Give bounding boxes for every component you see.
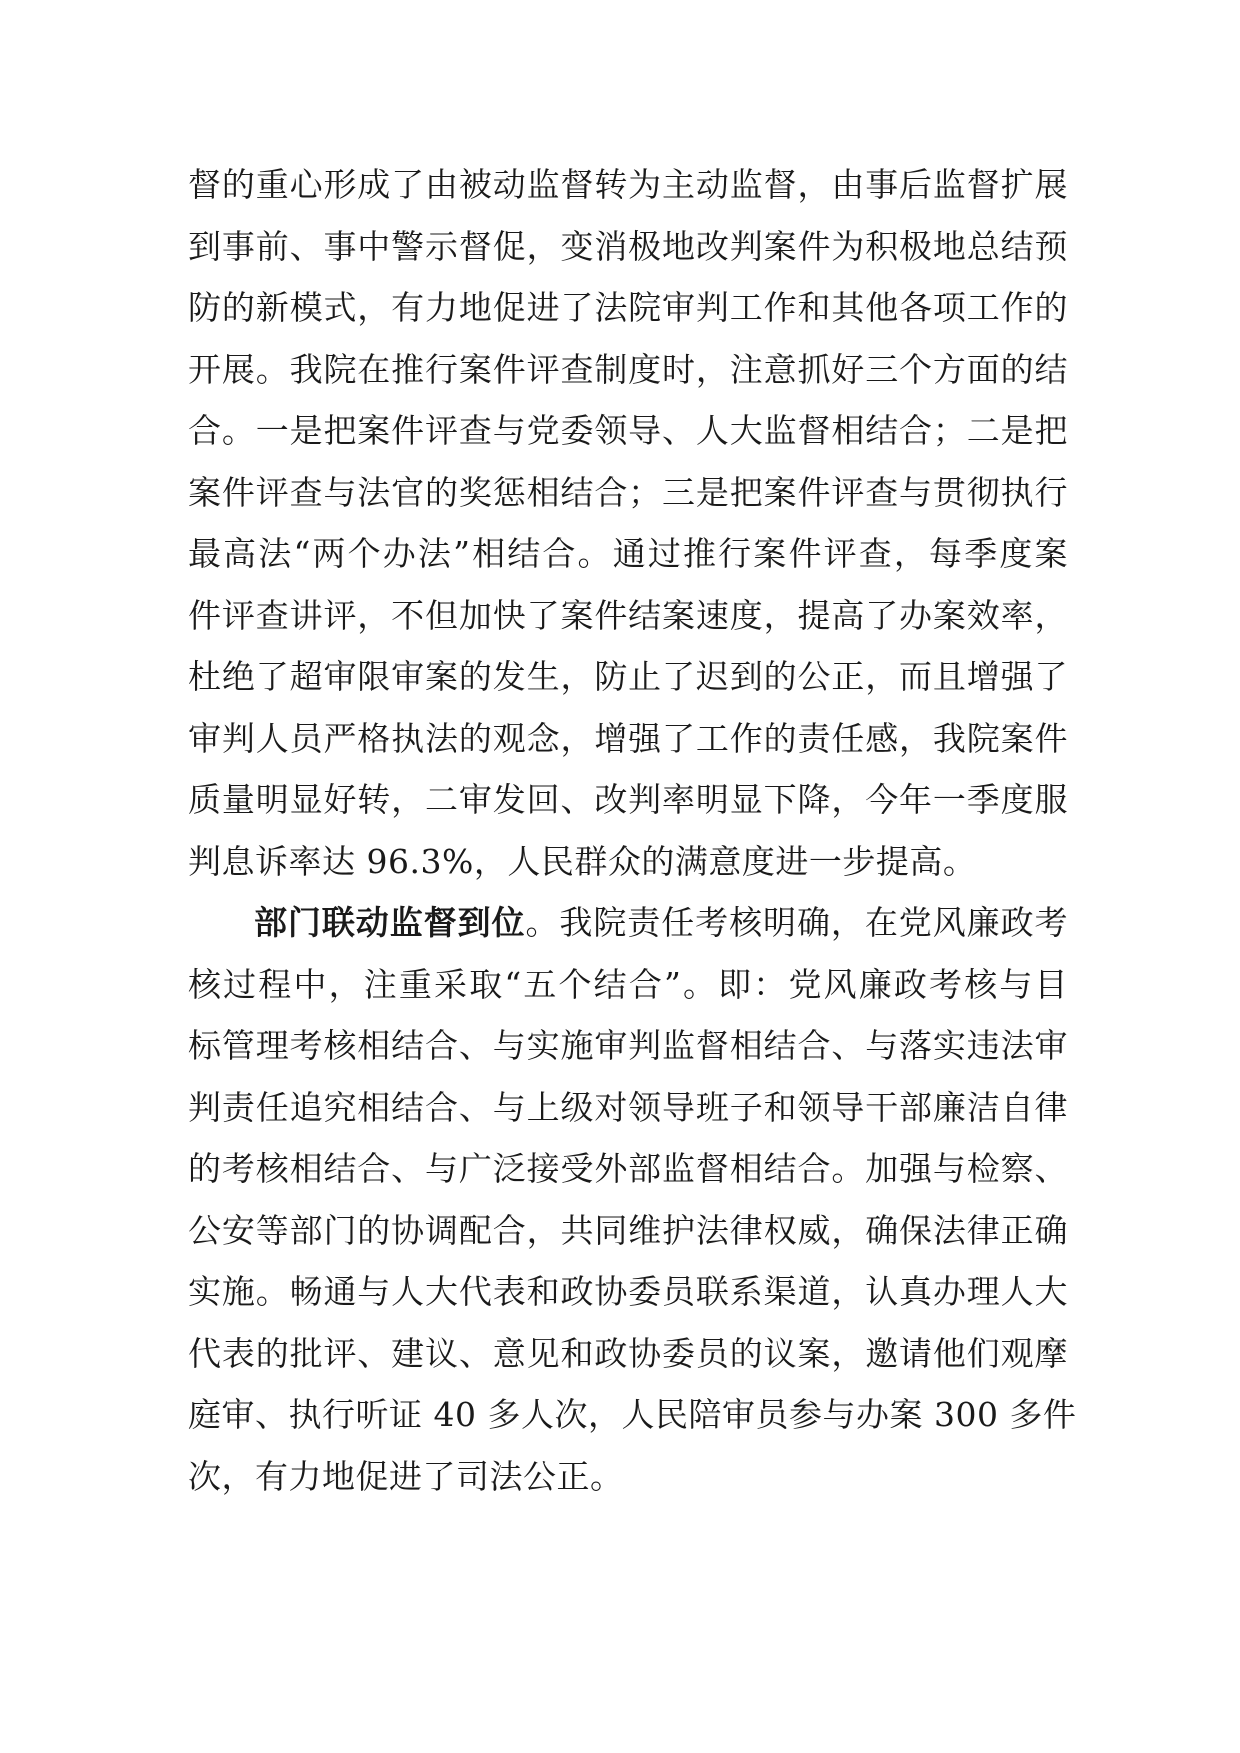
text-line: 实施。畅通与人大代表和政协委员联系渠道，认真办理人大 (188, 1272, 1068, 1311)
text-line: 的考核相结合、与广泛接受外部监督相结合。加强与检察、 (188, 1149, 1068, 1188)
text-line: 庭审、执行听证 40 多人次，人民陪审员参与办案 300 多件 (188, 1395, 1077, 1434)
paragraph-1 (188, 154, 1068, 892)
text-line: 最高法“两个办法”相结合。通过推行案件评查，每季度案 (188, 534, 1068, 573)
paragraph-heading: 部门联动监督到位 (254, 903, 526, 942)
text-line: 核过程中，注重采取“五个结合”。即：党风廉政考核与目 (188, 964, 1068, 1004)
text-line: 代表的批评、建议、意见和政协委员的议案，邀请他们观摩 (188, 1333, 1068, 1373)
text-line: 件评查讲评，不但加快了案件结案速度，提高了办案效率， (188, 595, 1068, 635)
text-line: 审判人员严格执法的观念，增强了工作的责任感，我院案件 (188, 718, 1068, 758)
text-line: 杜绝了超审限审案的发生，防止了迟到的公正，而且增强了 (188, 657, 1068, 696)
text-line: 到事前、事中警示督促，变消极地改判案件为积极地总结预 (188, 226, 1068, 266)
text-line: 公安等部门的协调配合，共同维护法律权威，确保法律正确 (188, 1210, 1068, 1250)
paragraph-first-line (188, 892, 1068, 954)
text-line: 次，有力地促进了司法公正。 (188, 1456, 624, 1496)
text-line: 标管理考核相结合、与实施审判监督相结合、与落实违法审 (188, 1026, 1068, 1065)
document-body (188, 154, 1077, 1507)
paragraph-2 (188, 892, 1077, 1507)
text-line: 督的重心形成了由被动监督转为主动监督，由事后监督扩展 (188, 165, 1068, 204)
text-line: 判息诉率达 96.3%，人民群众的满意度进一步提高。 (188, 841, 977, 881)
text-line: 合。一是把案件评查与党委领导、人大监督相结合；二是把 (188, 411, 1068, 450)
text-line: 判责任追究相结合、与上级对领导班子和领导干部廉洁自律 (188, 1087, 1068, 1127)
text-line: 开展。我院在推行案件评查制度时，注意抓好三个方面的结 (188, 349, 1068, 389)
text-line: 防的新模式，有力地促进了法院审判工作和其他各项工作的 (188, 288, 1068, 327)
text-line: 质量明显好转，二审发回、改判率明显下降，今年一季度服 (188, 780, 1068, 819)
text-line: 案件评查与法官的奖惩相结合；三是把案件评查与贯彻执行 (188, 472, 1068, 512)
text-segment: 。我院责任考核明确，在党风廉政考 (525, 903, 1069, 942)
